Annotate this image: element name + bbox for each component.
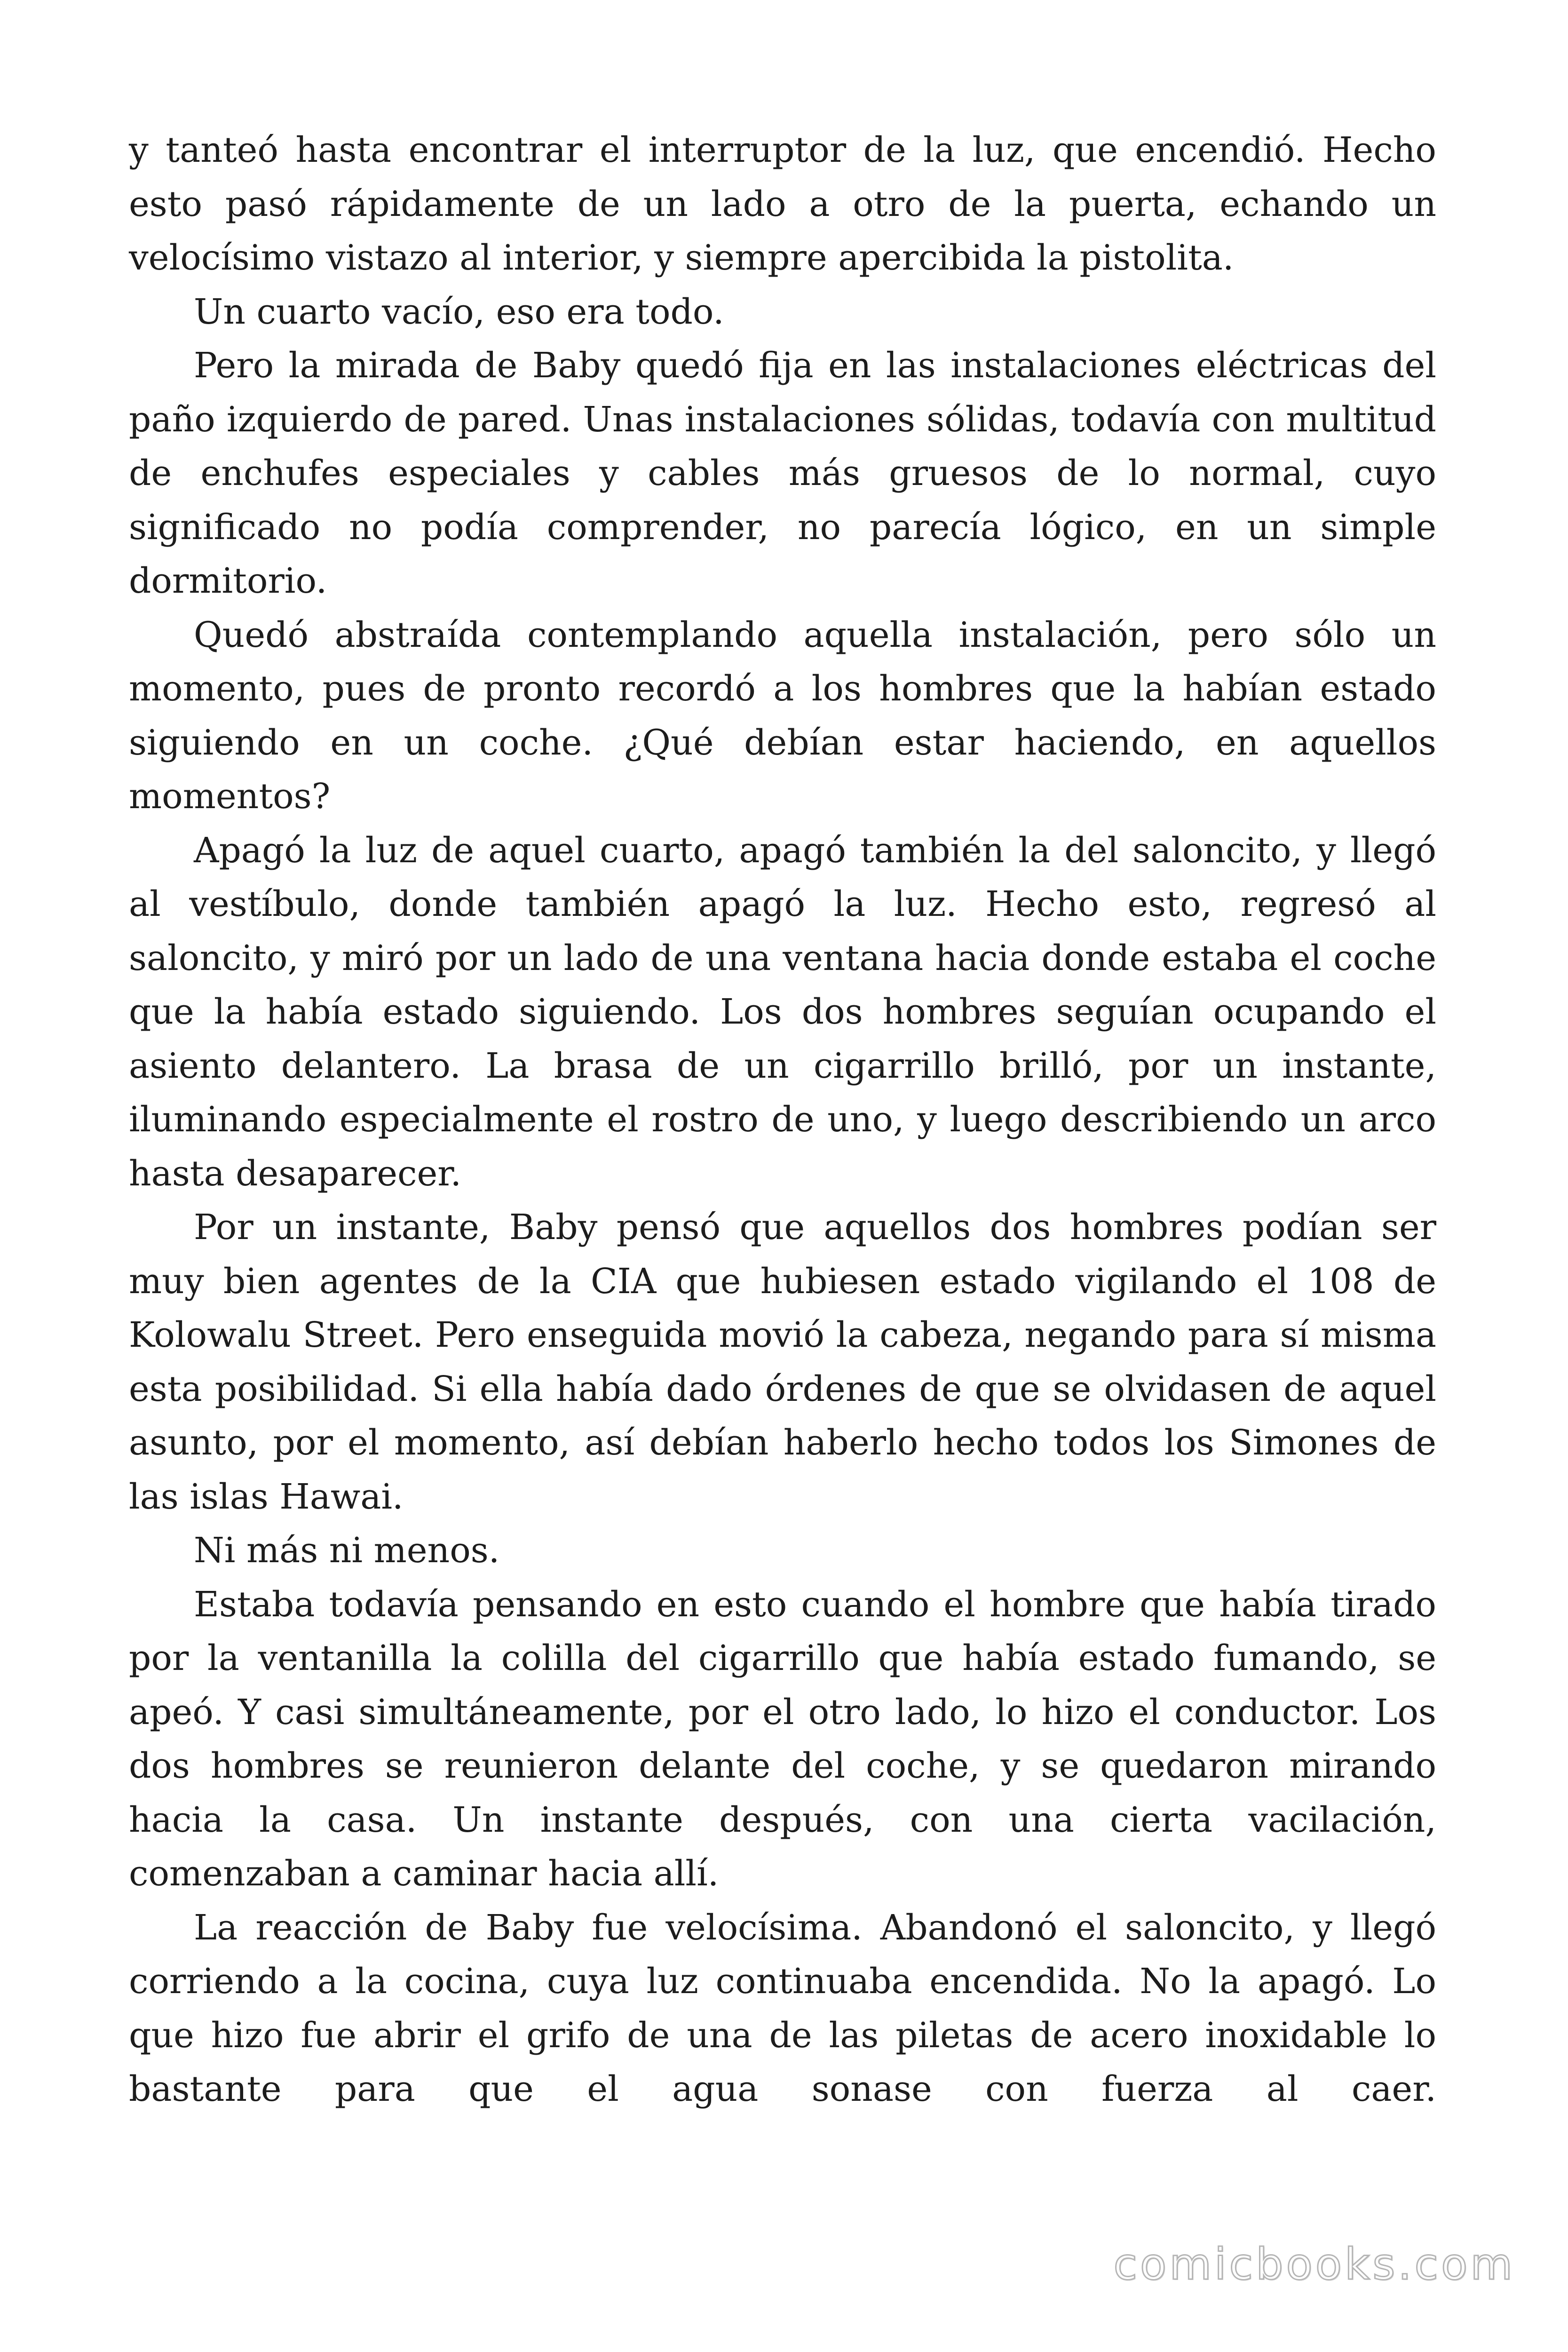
paragraph: y tanteó hasta encontrar el interruptor de la luz, que encendió. Hecho esto pasó rápidamente de un lado a otro de la puerta, echando un velocísimo vistazo al interior, y siempre apercibida la pistolita.	[129, 130, 1436, 278]
paragraph: Por un instante, Baby pensó que aquellos dos hombres podían ser muy bien agentes de la CIA que hubiesen estado vigilando el 108 de Kolowalu Street. Pero enseguida movió la cabeza, negando para sí misma esta posibilidad. Si ella había dado órdenes de que se olvidasen de aquel asunto, por el momento, así debían haberlo hecho todos los Simones de las islas Hawai.	[129, 1207, 1436, 1517]
paragraph: Quedó abstraída contemplando aquella instalación, pero sólo un momento, pues de pronto recordó a los hombres que la habían estado siguiendo en un coche. ¿Qué debían estar haciendo, en aquellos momentos?	[129, 614, 1436, 817]
paragraph: Estaba todavía pensando en esto cuando el hombre que había tirado por la ventanilla la colilla del cigarrillo que había estado fumando, se apeó. Y casi simultáneamente, por el otro lado, lo hizo el conductor. Los dos hombres se reunieron delante del coche, y se quedaron mirando hacia la casa. Un instante después, con una cierta vacilación, comenzaban a caminar hacia allí.	[129, 1584, 1436, 1894]
paragraph: La reacción de Baby fue velocísima. Abandonó el saloncito, y llegó corriendo a la cocina, cuya luz continuaba encendida. No la apagó. Lo que hizo fue abrir el grifo de una de las piletas de acero inoxidable lo bastante para que el agua sonase con fuerza al caer.	[129, 1907, 1436, 2109]
page-body	[129, 123, 1436, 2116]
paragraph: Apagó la luz de aquel cuarto, apagó también la del saloncito, y llegó al vestíbulo, donde también apagó la luz. Hecho esto, regresó al saloncito, y miró por un lado de una ventana hacia donde estaba el coche que la había estado siguiendo. Los dos hombres seguían ocupando el asiento delantero. La brasa de un cigarrillo brilló, por un instante, iluminando especialmente el rostro de uno, y luego describiendo un arco hasta desaparecer.	[129, 830, 1436, 1194]
paragraph: Ni más ni menos.	[194, 1530, 500, 1571]
paragraph: Pero la mirada de Baby quedó fija en las instalaciones eléctricas del paño izquierdo de pared. Unas instalaciones sólidas, todavía con multitud de enchufes especiales y cables más gruesos de lo normal, cuyo significado no podía comprender, no parecía lógico, en un simple dormitorio.	[129, 345, 1436, 601]
paragraph: Un cuarto vacío, eso era todo.	[194, 291, 724, 332]
watermark: comicbooks.com	[1113, 2239, 1515, 2289]
